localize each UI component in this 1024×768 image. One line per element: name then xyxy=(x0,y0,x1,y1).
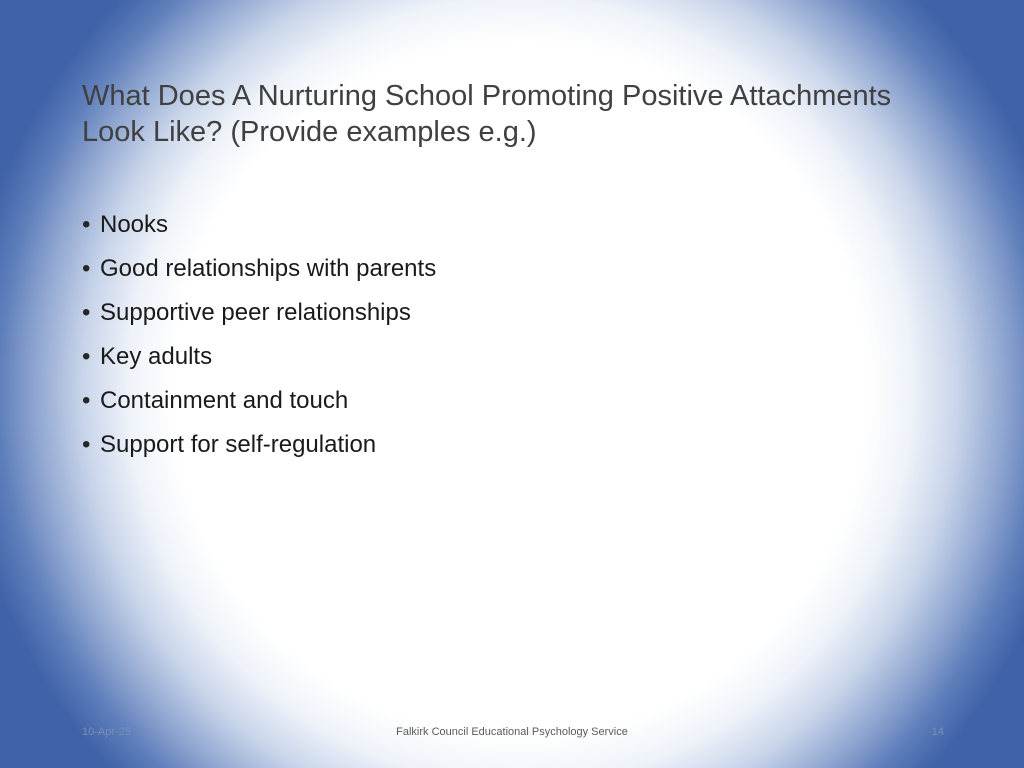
bullet-item xyxy=(82,381,436,425)
bullet-dot-icon: • xyxy=(82,343,91,370)
bullet-item xyxy=(82,249,436,293)
bullet-text: Supportive peer relationships xyxy=(100,299,411,326)
bullet-list xyxy=(82,205,436,469)
bullet-dot-icon: • xyxy=(82,299,91,326)
slide-title-line-2: Look Like? (Provide examples e.g.) xyxy=(82,116,537,148)
bullet-item xyxy=(82,293,436,337)
bullet-text: Nooks xyxy=(100,211,169,238)
slide-title xyxy=(82,78,962,150)
slide-title-line-1: What Does A Nurturing School Promoting Positive Attachments xyxy=(82,80,892,112)
bullet-dot-icon: • xyxy=(82,431,91,458)
bullet-item xyxy=(82,425,436,469)
bullet-dot-icon: • xyxy=(82,255,91,282)
bullet-text: Key adults xyxy=(100,343,213,370)
footer-date: 10-Apr-25 xyxy=(82,726,131,738)
bullet-dot-icon: • xyxy=(82,211,91,238)
bullet-text: Good relationships with parents xyxy=(100,255,437,282)
footer-page-number: 14 xyxy=(931,726,944,738)
bullet-text: Containment and touch xyxy=(100,387,349,414)
bullet-item xyxy=(82,337,436,381)
footer-organisation: Falkirk Council Educational Psychology Service xyxy=(396,726,628,738)
bullet-dot-icon: • xyxy=(82,387,91,414)
bullet-text: Support for self-regulation xyxy=(100,431,377,458)
bullet-item xyxy=(82,205,436,249)
